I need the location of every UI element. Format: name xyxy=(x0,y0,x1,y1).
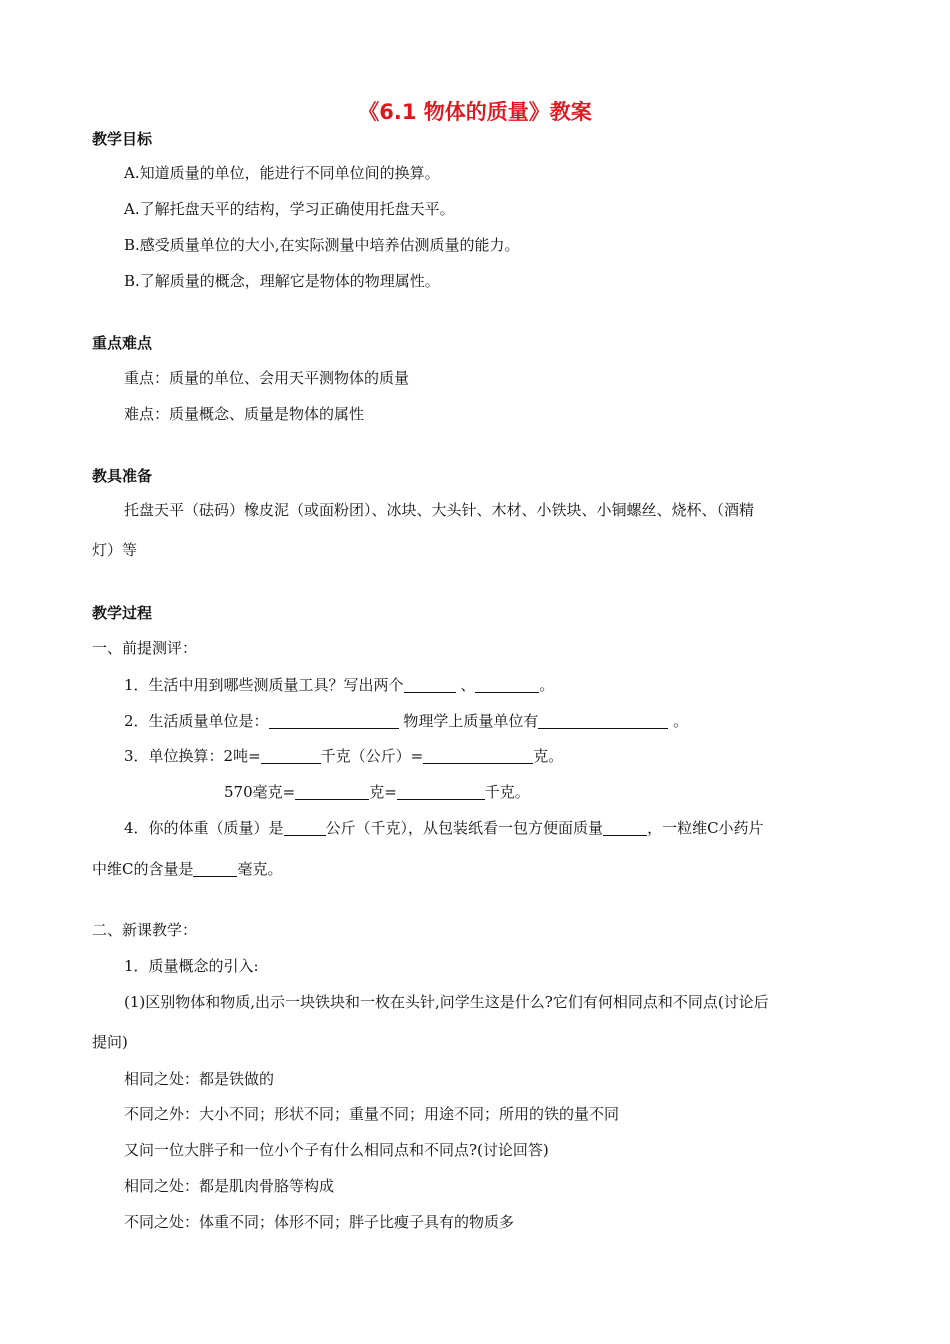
objective-item: B.了解质量的概念，理解它是物体的物理属性。 xyxy=(124,272,440,290)
materials-heading: 教具准备 xyxy=(92,467,153,485)
same-point-2: 相同之处：都是肌肉骨胳等构成 xyxy=(124,1177,335,1195)
answer-blank[interactable] xyxy=(193,860,237,877)
subsection-1: 1．质量概念的引入: xyxy=(124,957,259,975)
same-point-1: 相同之处：都是铁做的 xyxy=(124,1070,275,1088)
key-focus: 重点：质量的单位、会用天平测物体的质量 xyxy=(124,369,410,387)
question-3-sub: 570毫克= 克= 千克。 xyxy=(224,783,530,801)
materials-line-1: 托盘天平（砝码）橡皮泥（或面粉团）、冰块、大头针、木材、小铁块、小铜螺丝、烧杯、（酒精 xyxy=(124,501,755,519)
answer-blank[interactable] xyxy=(475,676,539,693)
paragraph-1-line-2: 提问) xyxy=(92,1033,128,1051)
answer-blank[interactable] xyxy=(397,783,485,800)
materials-line-2: 灯）等 xyxy=(92,541,138,559)
question-2: 2．生活质量单位是： 物理学上质量单位有 。 xyxy=(124,712,689,730)
objective-item: A.了解托盘天平的结构，学习正确使用托盘天平。 xyxy=(124,200,455,218)
section2-label: 二、新课教学： xyxy=(92,921,198,939)
answer-blank[interactable] xyxy=(538,712,668,729)
question-2-text: 又问一位大胖子和一位小个子有什么相同点和不同点?(讨论回答) xyxy=(124,1141,549,1159)
answer-blank[interactable] xyxy=(261,747,321,764)
document-title: 《6.1 物体的质量》教案 xyxy=(358,100,592,124)
key-points-heading: 重点难点 xyxy=(92,334,153,352)
answer-blank[interactable] xyxy=(404,676,456,693)
objectives-heading: 教学目标 xyxy=(92,130,153,148)
objective-item: B.感受质量单位的大小,在实际测量中培养估测质量的能力。 xyxy=(124,236,520,254)
process-heading: 教学过程 xyxy=(92,604,153,622)
objective-item: A.知道质量的单位，能进行不同单位间的换算。 xyxy=(124,164,440,182)
answer-blank[interactable] xyxy=(295,783,369,800)
section1-label: 一、前提测评： xyxy=(92,639,198,657)
answer-blank[interactable] xyxy=(603,819,647,836)
question-4: 4．你的体重（质量）是 公斤（千克），从包装纸看一包方便面质量 ，一粒维C小药片 xyxy=(124,819,764,837)
answer-blank[interactable] xyxy=(284,819,326,836)
paragraph-1-line-1: (1)区别物体和物质,出示一块铁块和一枚在头针,问学生这是什么?它们有何相同点和不同点(讨论后 xyxy=(124,993,769,1011)
question-3: 3．单位换算：2吨= 千克（公斤）= 克。 xyxy=(124,747,564,765)
answer-blank[interactable] xyxy=(423,747,533,764)
answer-blank[interactable] xyxy=(269,712,399,729)
diff-point-2: 不同之处：体重不同；体形不同；胖子比瘦子具有的物质多 xyxy=(124,1213,515,1231)
diff-point-1: 不同之外：大小不同；形状不同；重量不同；用途不同；所用的铁的量不同 xyxy=(124,1105,620,1123)
question-1: 1．生活中用到哪些测质量工具？写出两个 、 。 xyxy=(124,676,555,694)
key-difficulty: 难点：质量概念、质量是物体的属性 xyxy=(124,405,365,423)
question-4-cont: 中维C的含量是 毫克。 xyxy=(92,860,283,878)
